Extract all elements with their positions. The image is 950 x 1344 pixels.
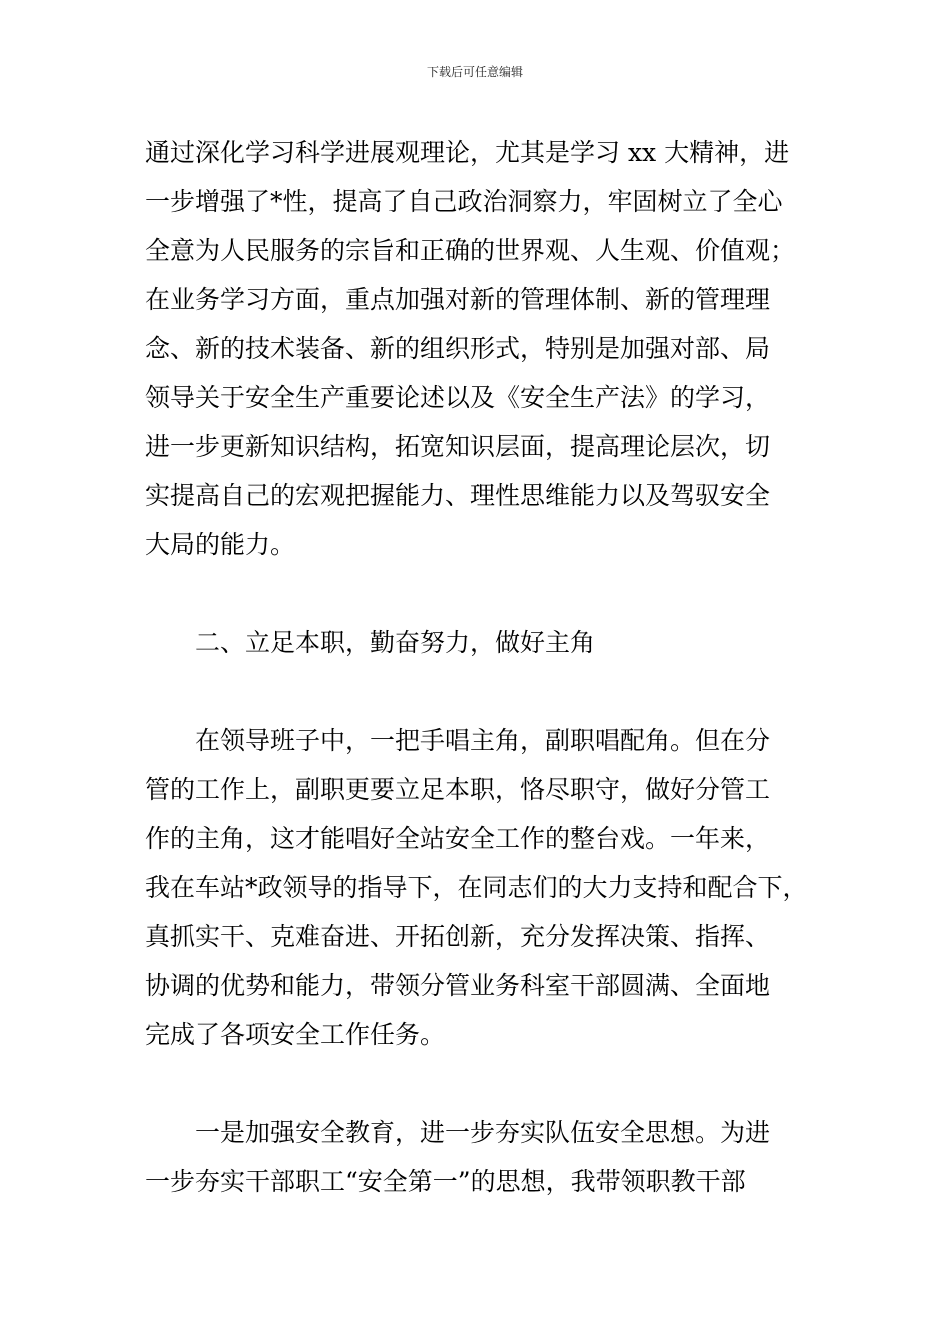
text-line: 管的工作上，副职更要立足本职，恪尽职守，做好分管工 xyxy=(145,775,771,804)
text-line: 领导关于安全生产重要论述以及《安全生产法》的学习， xyxy=(145,383,771,412)
text-line: 真抓实干、克难奋进、开拓创新，充分发挥决策、指挥、 xyxy=(145,922,771,951)
text-line: 大局的能力。 xyxy=(145,530,296,559)
paragraph-1 xyxy=(145,128,825,569)
text-line: 在业务学习方面，重点加强对新的管理体制、新的管理理 xyxy=(145,285,771,314)
text-line: 一步增强了*性，提高了自己政治洞察力，牢固树立了全心 xyxy=(145,187,783,216)
document-body xyxy=(145,128,825,1206)
paragraph-2 xyxy=(145,716,825,1059)
text-line: 作的主角，这才能唱好全站安全工作的整台戏。一年来， xyxy=(145,824,771,853)
paragraph-gap xyxy=(145,667,825,716)
text-line: 完成了各项安全工作任务。 xyxy=(145,1020,446,1049)
text-line: 一是加强安全教育，进一步夯实队伍安全思想。为进 xyxy=(195,1118,771,1147)
section-heading: 二、立足本职，勤奋努力，做好主角 xyxy=(195,628,596,657)
text-line: 实提高自己的宏观把握能力、理性思维能力以及驾驭安全 xyxy=(145,481,771,510)
text-line: 全意为人民服务的宗旨和正确的世界观、人生观、价值观； xyxy=(145,236,796,265)
text-line: 一步夯实干部职工“安全第一”的思想，我带领职教干部 xyxy=(145,1167,746,1196)
text-line: 念、新的技术装备、新的组织形式，特别是加强对部、局 xyxy=(145,334,771,363)
text-line: 在领导班子中，一把手唱主角，副职唱配角。但在分 xyxy=(195,726,771,755)
text-line: 协调的优势和能力，带领分管业务科室干部圆满、全面地 xyxy=(145,971,771,1000)
paragraph-gap xyxy=(145,1059,825,1108)
text-line: 通过深化学习科学进展观理论，尤其是学习 xx 大精神，进 xyxy=(145,138,790,167)
paragraph-gap xyxy=(145,569,825,618)
paragraph-3 xyxy=(145,1108,825,1206)
text-line: 我在车站*政领导的指导下，在同志们的大力支持和配合下， xyxy=(145,873,808,902)
text-line: 进一步更新知识结构，拓宽知识层面，提高理论层次，切 xyxy=(145,432,771,461)
page-header-note: 下载后可任意编辑 xyxy=(426,65,523,79)
